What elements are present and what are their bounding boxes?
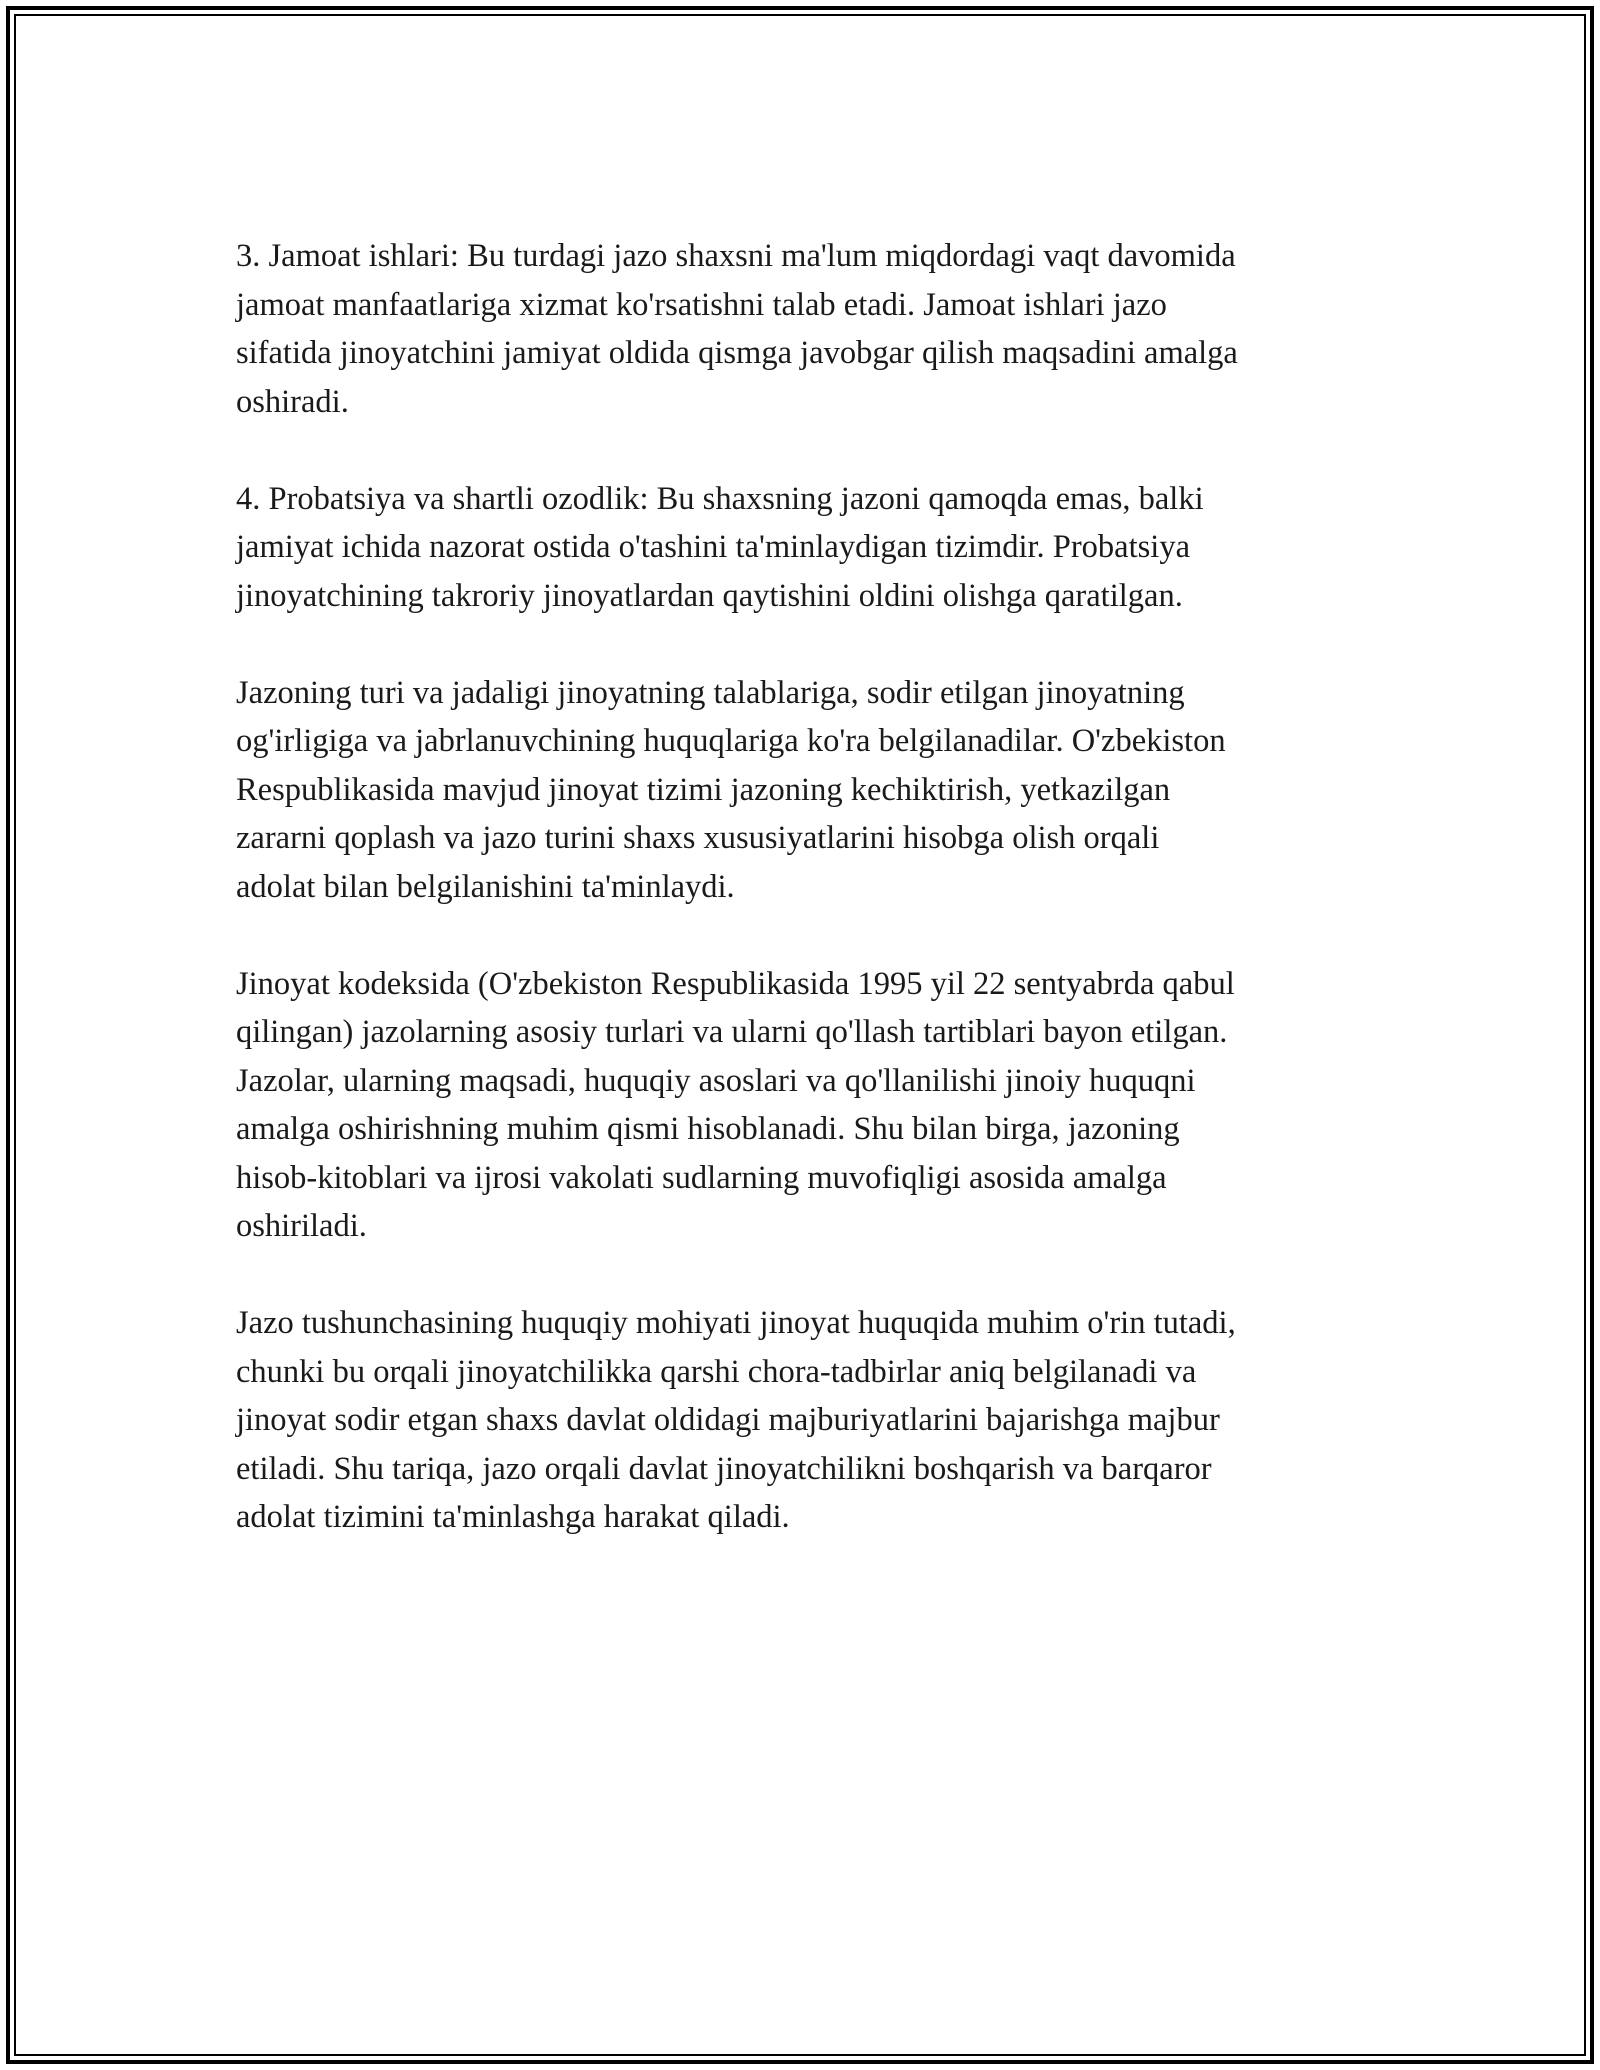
paragraph-jamoat-ishlari: 3. Jamoat ishlari: Bu turdagi jazo shaxsni ma'lum miqdordagi vaqt davomida jamoat manfaatlariga xizmat ko'rsatishni talab etadi. Jamoat ishlari jazo sifatida jinoyatchini jamiyat oldida qismga javobgar qilish maqsadini amalga oshiradi. — [236, 238, 1238, 420]
paragraph-jazo-mohiyati: Jazo tushunchasining huquqiy mohiyati jinoyat huquqida muhim o'rin tutadi, chunki bu orqali jinoyatchilikka qarshi chora-tadbirlar aniq belgilanadi va jinoyat sodir etgan shaxs davlat oldidagi majburiyatlarini bajarishga majbur etiladi. Shu tariqa, jazo orqali davlat jinoyatchilikni boshqarish va barqaror adolat tizimini ta'minlashga harakat qiladi. — [236, 1305, 1236, 1535]
document-body — [236, 232, 1386, 1542]
paragraph-jinoyat-kodeksi: Jinoyat kodeksida (O'zbekiston Respublikasida 1995 yil 22 sentyabrda qabul qilingan) jazolarning asosiy turlari va ularni qo'llash tartiblari bayon etilgan. Jazolar, ularning maqsadi, huquqiy asoslari va qo'llanilishi jinoiy huquqni amalga oshirishning muhim qismi hisoblanadi. Shu bilan birga, jazoning hisob-kitoblari va ijrosi vakolati sudlarning muvofiqligi asosida amalga oshiriladi. — [236, 965, 1235, 1244]
paragraph-jazoning-turi: Jazoning turi va jadaligi jinoyatning talablariga, sodir etilgan jinoyatning og'irligiga va jabrlanuvchining huquqlariga ko'ra belgilanadilar. O'zbekiston Respublikasida mavjud jinoyat tizimi jazoning kechiktirish, yetkazilgan zararni qoplash va jazo turini shaxs xususiyatlarini hisobga olish orqali adolat bilan belgilanishini ta'minlaydi. — [236, 674, 1226, 905]
paragraph-probatsiya: 4. Probatsiya va shartli ozodlik: Bu shaxsning jazoni qamoqda emas, balki jamiyat ichida nazorat ostida o'tashini ta'minlaydigan tizimdir. Probatsiya jinoyatchining takroriy jinoyatlardan qaytishini oldini olishga qaratilgan. — [236, 480, 1204, 614]
